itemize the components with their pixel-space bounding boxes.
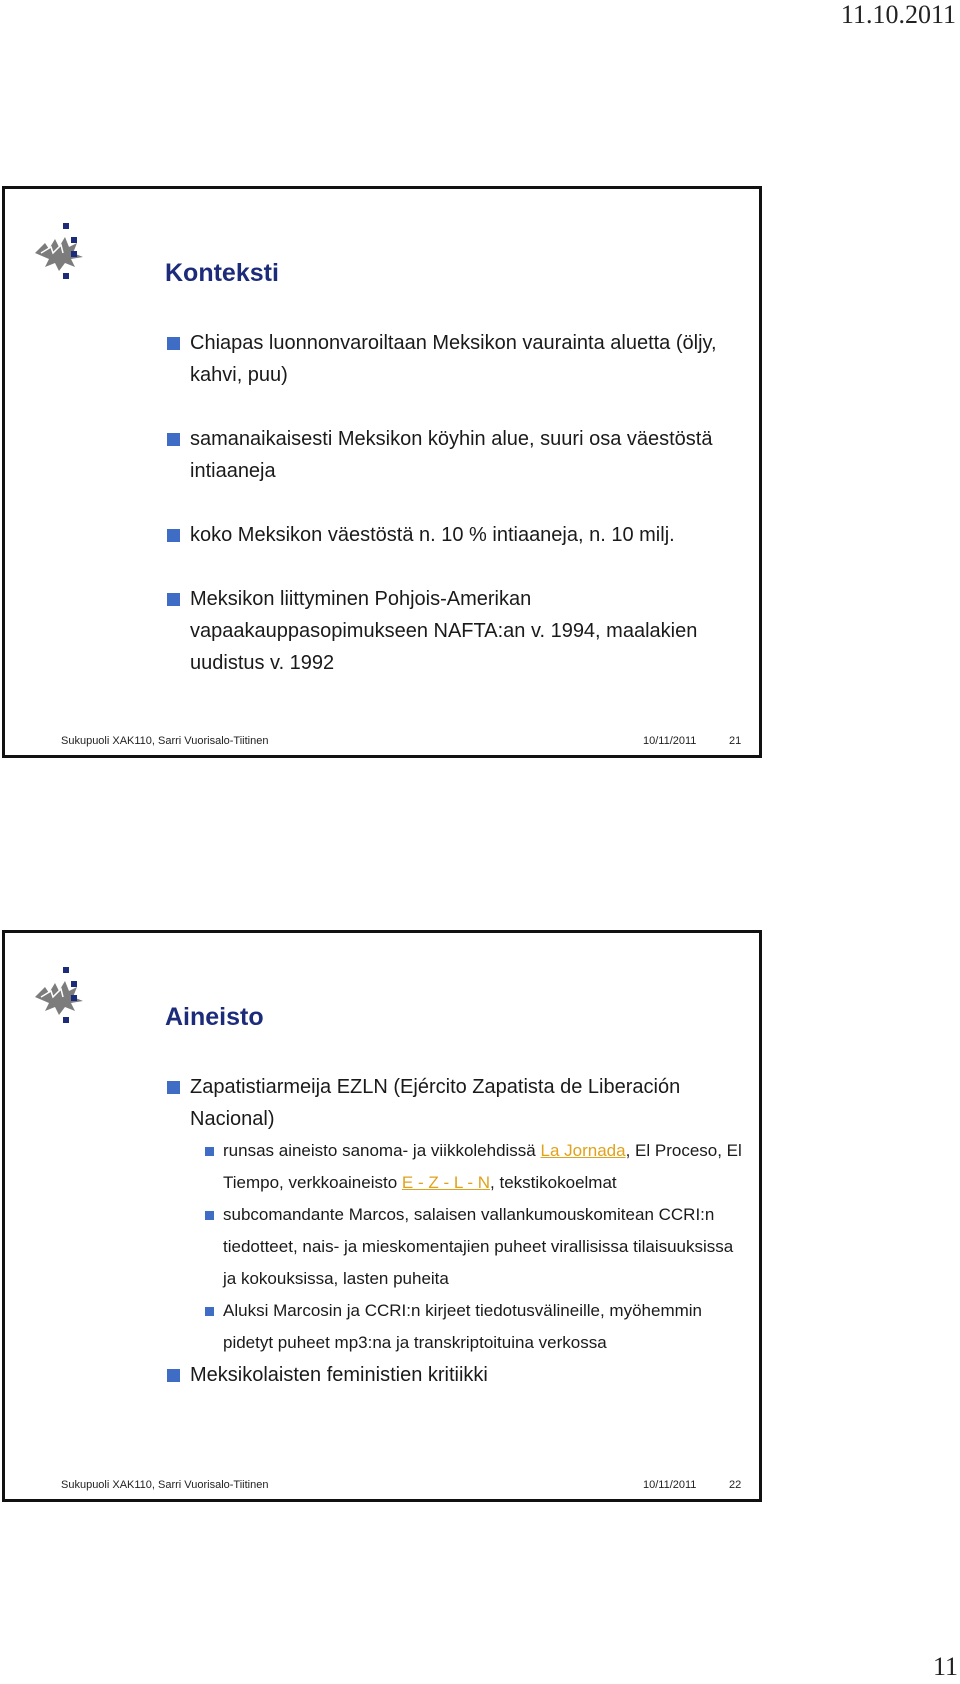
page-number: 11 — [932, 1652, 958, 1681]
footer-course: Sukupuoli XAK110, Sarri Vuorisalo-Tiitinen — [61, 735, 269, 747]
page-date: 11.10.2011 — [840, 0, 956, 29]
university-logo-icon — [31, 223, 101, 281]
footer-course: Sukupuoli XAK110, Sarri Vuorisalo-Tiitinen — [61, 1479, 269, 1491]
slide-title: Aineisto — [165, 1003, 264, 1031]
footer-date: 10/11/2011 — [643, 1479, 697, 1491]
sub-bullet-item: subcomandante Marcos, salaisen vallankumouskomitean CCRI:n tiedotteet, nais- ja mieskomentajien puheet virallisissa tilaisuuksissa ja kokouksissa, lasten puheita — [165, 1199, 745, 1295]
bullet-item: Chiapas luonnonvaroiltaan Meksikon vaurainta aluetta (öljy, kahvi, puu) — [165, 327, 745, 391]
bullet-list — [165, 1071, 745, 1391]
sub-bullet-text: , El Proceso, El Tiempo, verkkoaineisto — [223, 1141, 742, 1192]
sub-bullet-text: , tekstikokoelmat — [490, 1173, 617, 1192]
footer-slide-number: 22 — [729, 1479, 742, 1491]
bullet-item: Meksikon liittyminen Pohjois-Amerikan vapaakauppasopimukseen NAFTA:an v. 1994, maalakien uudistus v. 1992 — [165, 583, 745, 679]
slide-konteksti — [2, 186, 762, 758]
bullet-item: koko Meksikon väestöstä n. 10 % intiaaneja, n. 10 milj. — [165, 519, 745, 551]
ezln-link[interactable]: E - Z - L - N — [401, 1173, 491, 1192]
bullet-item: Meksikolaisten feministien kritiikki — [165, 1359, 745, 1391]
slide-title: Konteksti — [165, 259, 279, 287]
footer-date: 10/11/2011 — [643, 735, 697, 747]
slide-aineisto — [2, 930, 762, 1502]
sub-bullet-text: runsas aineisto sanoma- ja viikkolehdissä — [223, 1141, 541, 1160]
sub-bullet-item: Aluksi Marcosin ja CCRI:n kirjeet tiedotusvälineille, myöhemmin pidetyt puheet mp3:na ja transkriptoituina verkossa — [165, 1295, 745, 1359]
sub-bullet-item — [165, 1135, 745, 1199]
bullet-list — [165, 327, 745, 679]
university-logo-icon — [31, 967, 101, 1025]
footer-slide-number: 21 — [729, 735, 742, 747]
bullet-item: samanaikaisesti Meksikon köyhin alue, suuri osa väestöstä intiaaneja — [165, 423, 745, 487]
bullet-item: Zapatistiarmeija EZLN (Ejército Zapatista de Liberación Nacional) — [165, 1071, 745, 1135]
la-jornada-link[interactable]: La Jornada — [540, 1141, 626, 1160]
